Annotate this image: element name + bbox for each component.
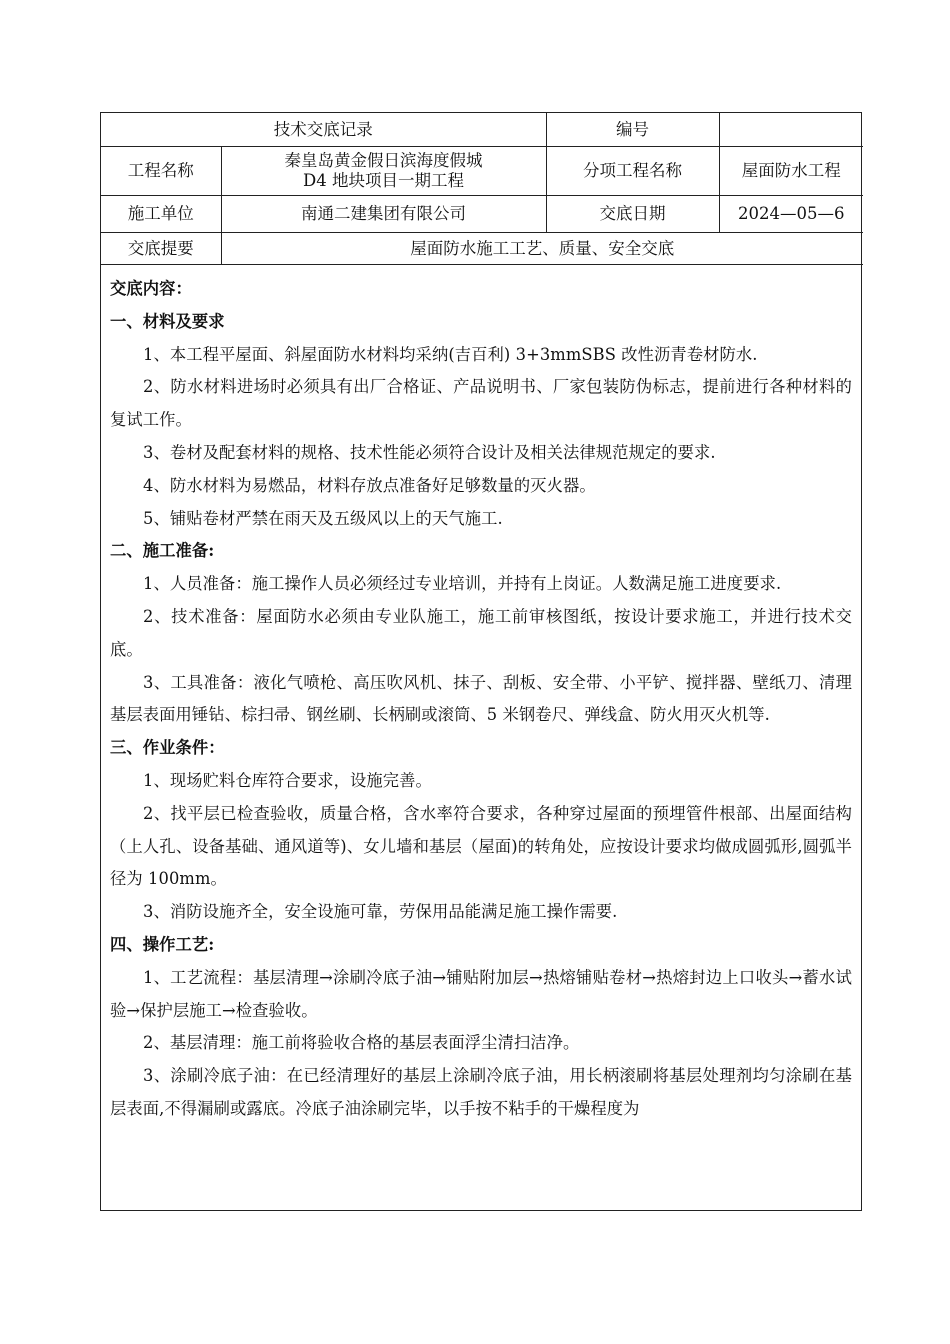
section-heading-conditions: 三、作业条件： bbox=[110, 738, 225, 758]
project-name-line2: D4 地块项目一期工程 bbox=[303, 171, 464, 190]
content-intro: 交底内容： bbox=[110, 279, 192, 298]
list-item: 2、防水材料进场时必须具有出厂合格证、产品说明书、厂家包装防伪标志，提前进行各种材料的复试工作。 bbox=[110, 377, 852, 430]
sub-project-value: 屋面防水工程 bbox=[719, 147, 863, 196]
contractor-label: 施工单位 bbox=[101, 196, 221, 233]
list-item: 1、人员准备：施工操作人员必须经过专业培训，并持有上岗证。人数满足施工进度要求. bbox=[143, 574, 782, 594]
list-item: 5、铺贴卷材严禁在雨天及五级风以上的天气施工. bbox=[143, 508, 503, 528]
summary-label: 交底提要 bbox=[101, 233, 221, 265]
record-title: 技术交底记录 bbox=[101, 113, 546, 147]
number-label: 编号 bbox=[546, 113, 719, 147]
list-item: 1、工艺流程：基层清理→涂刷冷底子油→铺贴附加层→热熔铺贴卷材→热熔封边上口收头→蓄水试验→保护层施工→检查验收。 bbox=[110, 967, 852, 1020]
project-name-label: 工程名称 bbox=[101, 147, 221, 196]
date-value: 2024—05—6 bbox=[719, 196, 863, 233]
summary-value: 屋面防水施工工艺、质量、安全交底 bbox=[221, 233, 863, 265]
list-item: 1、本工程平屋面、斜屋面防水材料均采纳(吉百利) 3+3mmSBS 改性沥青卷材防水. bbox=[143, 344, 758, 364]
list-item: 2、技术准备：屋面防水必须由专业队施工，施工前审核图纸，按设计要求施工，并进行技术交底。 bbox=[110, 606, 852, 659]
disclosure-record-sheet bbox=[100, 112, 862, 1211]
list-item: 2、基层清理：施工前将验收合格的基层表面浮尘清扫洁净。 bbox=[143, 1033, 580, 1053]
project-name-line1: 秦皇岛黄金假日滨海度假城 bbox=[284, 151, 483, 170]
contractor-value: 南通二建集团有限公司 bbox=[221, 196, 546, 233]
sub-project-label: 分项工程名称 bbox=[546, 147, 719, 196]
list-item: 3、涂刷冷底子油：在已经清理好的基层上涂刷冷底子油，用长柄滚刷将基层处理剂均匀涂刷在基层表面,不得漏刷或露底。冷底子油涂刷完毕，以手按不粘手的干燥程度为 bbox=[110, 1066, 852, 1118]
list-item: 4、防水材料为易燃品，材料存放点准备好足够数量的灭火器。 bbox=[143, 475, 596, 495]
date-label: 交底日期 bbox=[546, 196, 719, 233]
list-item: 2、找平层已检查验收，质量合格，含水率符合要求，各种穿过屋面的预埋管件根部、出屋面结构（上人孔、设备基础、通风道等)、女儿墙和基层（屋面)的转角处，应按设计要求均做成圆弧形,圆弧半径为 100mm。 bbox=[110, 803, 852, 889]
list-item: 3、卷材及配套材料的规格、技术性能必须符合设计及相关法律规范规定的要求. bbox=[143, 442, 716, 462]
number-value bbox=[719, 113, 863, 147]
section-heading-process: 四、操作工艺: bbox=[110, 934, 215, 954]
disclosure-content bbox=[101, 265, 861, 1126]
section-heading-preparation: 二、施工准备: bbox=[110, 541, 215, 561]
list-item: 3、消防设施齐全，安全设施可靠，劳保用品能满足施工操作需要. bbox=[143, 902, 618, 922]
list-item: 3、工具准备：液化气喷枪、高压吹风机、抹子、刮板、安全带、小平铲、搅拌器、壁纸刀、清理基层表面用锤钻、棕扫帚、钢丝刷、长柄刷或滚筒、5 米钢卷尺、弹线盒、防火用灭火机等. bbox=[110, 672, 852, 725]
section-heading-materials: 一、材料及要求 bbox=[110, 311, 225, 331]
list-item: 1、现场贮料仓库符合要求，设施完善。 bbox=[143, 770, 432, 790]
record-header-table bbox=[101, 113, 863, 265]
project-name-value bbox=[221, 147, 546, 196]
